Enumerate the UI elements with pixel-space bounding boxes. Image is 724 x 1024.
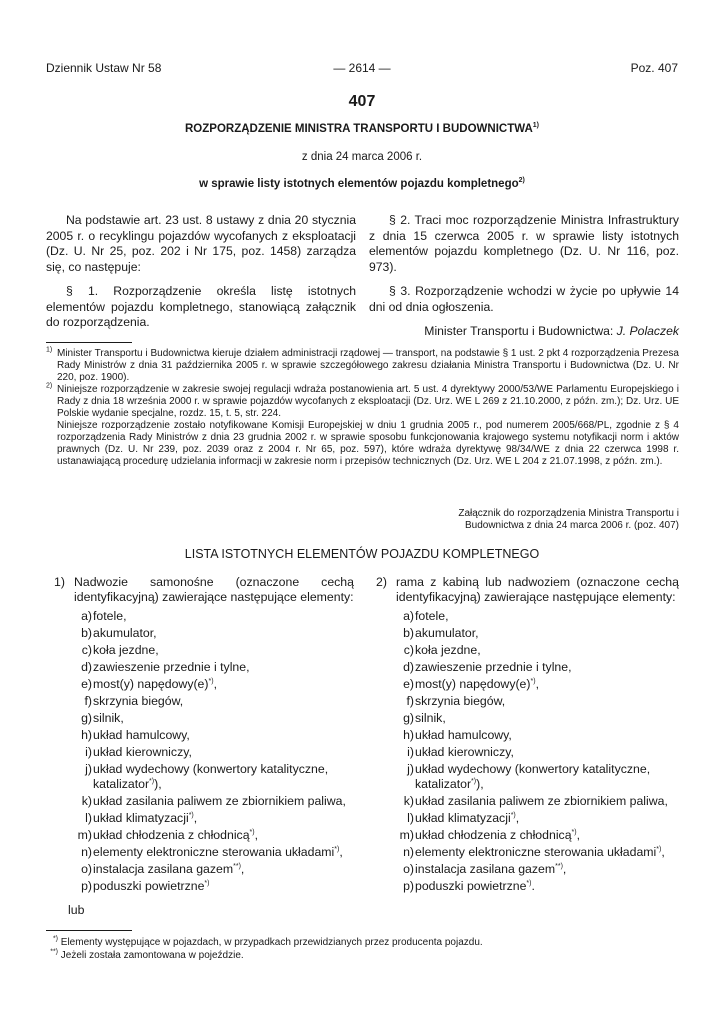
list-item-letter: f) [84, 694, 92, 708]
list-item-footnote-mark: *) [510, 811, 516, 819]
list-item [392, 762, 679, 792]
list-item [70, 609, 354, 624]
list-item-letter: o) [403, 862, 414, 876]
list-item-text: układ klimatyzacji [93, 811, 189, 825]
list-item-punctuation: , [562, 862, 567, 876]
list-item-footnote-mark: **) [555, 862, 563, 870]
list-item-letter: p) [81, 879, 92, 893]
list-item-text: instalacja zasilana gazem [415, 862, 556, 876]
list-item [392, 660, 679, 675]
list-item [70, 626, 354, 641]
list-connector-or: lub [68, 903, 85, 917]
body-right-column [369, 213, 679, 349]
list-item-text: układ zasilania paliwem ze zbiornikiem paliwa, [415, 794, 668, 808]
footnote-2-number: 2) [46, 382, 53, 390]
annex-footnote-2 [46, 949, 679, 962]
list-item-footnote-mark: *) [656, 845, 662, 853]
list-item-footnote-mark: *) [204, 879, 210, 887]
preamble-paragraph: Na podstawie art. 23 ust. 8 ustawy z dnia 20 stycznia 2005 r. o recyklingu pojazdów wycofanych z eksploatacji (Dz. U. Nr 25, poz. 202 i Nr 175, poz. 1458) zarządza się, co następuje: [46, 213, 356, 274]
list-item-text: układ kierowniczy, [415, 745, 514, 759]
body-left-column [46, 213, 356, 340]
subject-footnote-ref: 2) [518, 177, 525, 185]
annex-footnote-1-mark: *) [52, 935, 58, 943]
list-item-text: most(y) napędowy(e) [415, 677, 531, 691]
list-item-letter: h) [81, 728, 92, 742]
list-item-text: fotele, [93, 609, 127, 623]
list-item-text: silnik, [415, 711, 446, 725]
list-item [392, 794, 679, 809]
list-item-text: koła jezdne, [415, 643, 481, 657]
list-1-heading-text: Nadwozie samonośne (oznaczone cechą identyfikacyjną) zawierające następujące elementy: [74, 575, 354, 604]
document-date: z dnia 24 marca 2006 r. [301, 151, 423, 163]
element-list-1 [54, 575, 354, 919]
list-item-letter: i) [407, 745, 414, 759]
list-item-text: elementy elektroniczne sterowania układami [415, 845, 657, 859]
list-item [392, 711, 679, 726]
document-subject [0, 178, 724, 190]
list-item-text: skrzynia biegów, [93, 694, 184, 708]
section-2-paragraph: § 2. Traci moc rozporządzenie Ministra Infrastruktury z dnia 15 czerwca 2005 r. w sprawie listy istotnych elementów pojazdu kompletnego (Dz. U. Nr 116, poz. 973). [369, 213, 679, 274]
list-item [392, 845, 679, 860]
list-item-letter: g) [403, 711, 414, 725]
list-item [392, 728, 679, 743]
list-item-footnote-mark: *) [334, 845, 340, 853]
footnote-1 [46, 348, 679, 384]
list-item-footnote-mark: *) [208, 677, 214, 685]
list-item [392, 828, 679, 843]
page-number: — 2614 — [333, 61, 391, 75]
list-item-letter: b) [81, 626, 92, 640]
list-item-punctuation: , [576, 828, 581, 842]
document-number: 407 [348, 93, 376, 110]
list-1-items [54, 609, 354, 894]
annex-footnote-divider [46, 930, 132, 931]
subject-text: w sprawie listy istotnych elementów pojazdu kompletnego [199, 178, 519, 190]
list-item-letter: n) [403, 845, 414, 859]
list-item-text: akumulator, [415, 626, 479, 640]
list-item [70, 828, 354, 843]
list-item-letter: n) [81, 845, 92, 859]
list-item-letter: a) [81, 609, 92, 623]
list-item-footnote-mark: *) [188, 811, 194, 819]
list-item [70, 694, 354, 709]
title-text: ROZPORZĄDZENIE MINISTRA TRANSPORTU I BUDOWNICTWA [185, 123, 533, 135]
list-item-text: układ chłodzenia z chłodnicą [93, 828, 250, 842]
list-item-text: układ wydechowy (konwertory katalityczne, katalizator [93, 762, 329, 791]
list-item-letter: b) [403, 626, 414, 640]
list-item-punctuation: , [213, 677, 217, 691]
journal-name: Dziennik Ustaw Nr 58 [46, 61, 162, 75]
list-item-letter: d) [81, 660, 92, 674]
annex-title: LISTA ISTOTNYCH ELEMENTÓW POJAZDU KOMPLETNEGO [184, 547, 540, 561]
list-item-letter: m) [77, 828, 92, 842]
list-item [70, 862, 354, 877]
list-item [70, 762, 354, 792]
list-item-letter: m) [399, 828, 414, 842]
list-item-letter: c) [81, 643, 92, 657]
list-item-text: most(y) napędowy(e) [93, 677, 209, 691]
list-item-punctuation: ), [154, 777, 162, 791]
list-item-letter: l) [85, 811, 92, 825]
list-item-text: akumulator, [93, 626, 157, 640]
list-item-footnote-mark: *) [526, 879, 532, 887]
list-2-heading-text: rama z kabiną lub nadwoziem (oznaczone cechą identyfikacyjną) zawierające następujące elementy: [396, 575, 679, 604]
list-item-text: zawieszenie przednie i tylne, [93, 660, 250, 674]
list-item-letter: j) [407, 762, 414, 776]
list-item-text: układ chłodzenia z chłodnicą [415, 828, 572, 842]
list-item-text: układ hamulcowy, [415, 728, 512, 742]
list-item-letter: l) [407, 811, 414, 825]
list-2-number: 2) [376, 575, 387, 589]
list-item-letter: i) [85, 745, 92, 759]
section-1-paragraph: § 1. Rozporządzenie określa listę istotnych elementów pojazdu kompletnego, stanowiącą załącznik do rozporządzenia. [46, 284, 356, 329]
list-item [70, 677, 354, 692]
annex-footnote-1 [46, 936, 679, 949]
list-item-letter: g) [81, 711, 92, 725]
list-item-punctuation: . [531, 879, 535, 893]
list-item [392, 862, 679, 877]
list-item-text: instalacja zasilana gazem [93, 862, 234, 876]
list-item [392, 694, 679, 709]
list-item-letter: j) [85, 762, 92, 776]
list-item [392, 677, 679, 692]
list-item [392, 811, 679, 826]
list-item-text: układ zasilania paliwem ze zbiornikiem paliwa, [93, 794, 346, 808]
list-item [70, 711, 354, 726]
list-item [70, 794, 354, 809]
list-item [70, 728, 354, 743]
list-item-text: układ kierowniczy, [93, 745, 192, 759]
list-item-footnote-mark: *) [249, 828, 255, 836]
list-item-text: silnik, [93, 711, 124, 725]
list-item [70, 845, 354, 860]
list-item-text: koła jezdne, [93, 643, 159, 657]
list-item-letter: e) [81, 677, 92, 691]
position-number: Poz. 407 [630, 61, 678, 75]
list-item-text: skrzynia biegów, [415, 694, 506, 708]
list-1-number: 1) [54, 575, 65, 589]
list-item [392, 626, 679, 641]
element-list-2 [376, 575, 679, 896]
list-1-heading [54, 575, 354, 605]
signature-role: Minister Transportu i Budownictwa: [424, 324, 617, 338]
signature-name: J. Polaczek [616, 324, 679, 338]
list-item-punctuation: , [254, 828, 259, 842]
footnote-2-text-continued: Niniejsze rozporządzenie zostało notyfikowane Komisji Europejskiej w dniu 1 grudnia 2005 r., pod numerem 2005/668/PL, zgodnie z § 4 rozporządzenia Rady Ministrów z dnia 23 grudnia 2002 r. w sprawie sposobu funkcjonowania krajowego systemu notyfikacji norm i aktów prawnych (Dz. U. Nr 239, poz. 2039 oraz z 2004 r. Nr 65, poz. 597), które wdraża dyrektywę 98/34/WE z dnia 22 czerwca 1998 r. ustanawiającą procedurę udzielania informacji w zakresie norm i przepisów technicznych (Dz. Urz. WE L 204 z 21.07.1998, z późn. zm.). [57, 420, 679, 467]
footnote-1-text: Minister Transportu i Budownictwa kieruje działem administracji rządowej — transport, na podstawie § 1 ust. 2 pkt 4 rozporządzenia Prezesa Rady Ministrów z dnia 31 października 2005 r. w sprawie szczegółowego zakresu działania Ministra Transportu i Budownictwa (Dz. U. Nr 220, poz. 1900). [57, 348, 679, 383]
list-item-text: układ wydechowy (konwertory katalityczne, katalizator [415, 762, 651, 791]
list-item-footnote-mark: *) [530, 677, 536, 685]
list-item-text: zawieszenie przednie i tylne, [415, 660, 572, 674]
list-item-punctuation: , [240, 862, 245, 876]
list-item-letter: d) [403, 660, 414, 674]
annex-footnote-1-text: Elementy występujące w pojazdach, w przypadkach przewidzianych przez producenta pojazdu. [60, 937, 483, 948]
list-item [70, 660, 354, 675]
list-item-letter: k) [81, 794, 92, 808]
list-item-punctuation: , [661, 845, 665, 859]
section-3-paragraph: § 3. Rozporządzenie wchodzi w życie po upływie 14 dni od dnia ogłoszenia. [369, 284, 679, 314]
title-footnote-ref: 1) [532, 122, 539, 130]
list-item [392, 745, 679, 760]
list-item-letter: a) [403, 609, 414, 623]
list-item-letter: k) [403, 794, 414, 808]
list-item-punctuation: ), [476, 777, 484, 791]
list-item-letter: e) [403, 677, 414, 691]
document-title [0, 123, 724, 135]
annex-footnote-2-text: Jeżeli została zamontowana w pojeździe. [60, 950, 244, 961]
list-item-letter: p) [403, 879, 414, 893]
list-item-letter: h) [403, 728, 414, 742]
list-item-footnote-mark: *) [149, 777, 155, 785]
list-item-footnote-mark: *) [471, 777, 477, 785]
list-2-heading [376, 575, 679, 605]
footnote-1-number: 1) [46, 346, 53, 354]
list-item-punctuation: , [339, 845, 343, 859]
footnote-divider [46, 342, 132, 343]
list-item [392, 609, 679, 624]
list-item-text: fotele, [415, 609, 449, 623]
list-item-punctuation: , [535, 677, 539, 691]
list-item-punctuation: , [193, 811, 198, 825]
list-item-punctuation: , [515, 811, 520, 825]
list-item [70, 745, 354, 760]
annex-note: Załącznik do rozporządzenia Ministra Transportu i Budownictwa z dnia 24 marca 2006 r. (poz. 407) [458, 508, 679, 531]
signature [369, 324, 679, 340]
list-item [70, 811, 354, 826]
list-item [392, 643, 679, 658]
list-item [70, 643, 354, 658]
list-item-text: układ klimatyzacji [415, 811, 511, 825]
footnote-2 [46, 384, 679, 468]
list-item-footnote-mark: *) [571, 828, 577, 836]
list-item-letter: c) [403, 643, 414, 657]
annex-footnote-2-mark: **) [50, 948, 58, 956]
footnote-2-text: Niniejsze rozporządzenie w zakresie swojej regulacji wdraża postanowienia art. 5 ust. 4 dyrektywy 2000/53/WE Parlamentu Europejskiego i Rady z dnia 18 września 2000 r. w sprawie pojazdów wycofanych z eksploatacji (Dz. Urz. WE L 269 z 21.10.2000, z późn. zm.); Dz. Urz. UE Polskie wydanie specjalne, rozdz. 15, t. 5, str. 224. [57, 384, 679, 419]
list-item-text: poduszki powietrzne [415, 879, 527, 893]
list-item-letter: o) [81, 862, 92, 876]
list-item [70, 879, 354, 894]
list-item-text: elementy elektroniczne sterowania układami [93, 845, 335, 859]
list-item-text: poduszki powietrzne [93, 879, 205, 893]
list-item-footnote-mark: **) [233, 862, 241, 870]
list-2-items [376, 609, 679, 894]
list-item [392, 879, 679, 894]
list-item-letter: f) [406, 694, 414, 708]
list-item-text: układ hamulcowy, [93, 728, 190, 742]
